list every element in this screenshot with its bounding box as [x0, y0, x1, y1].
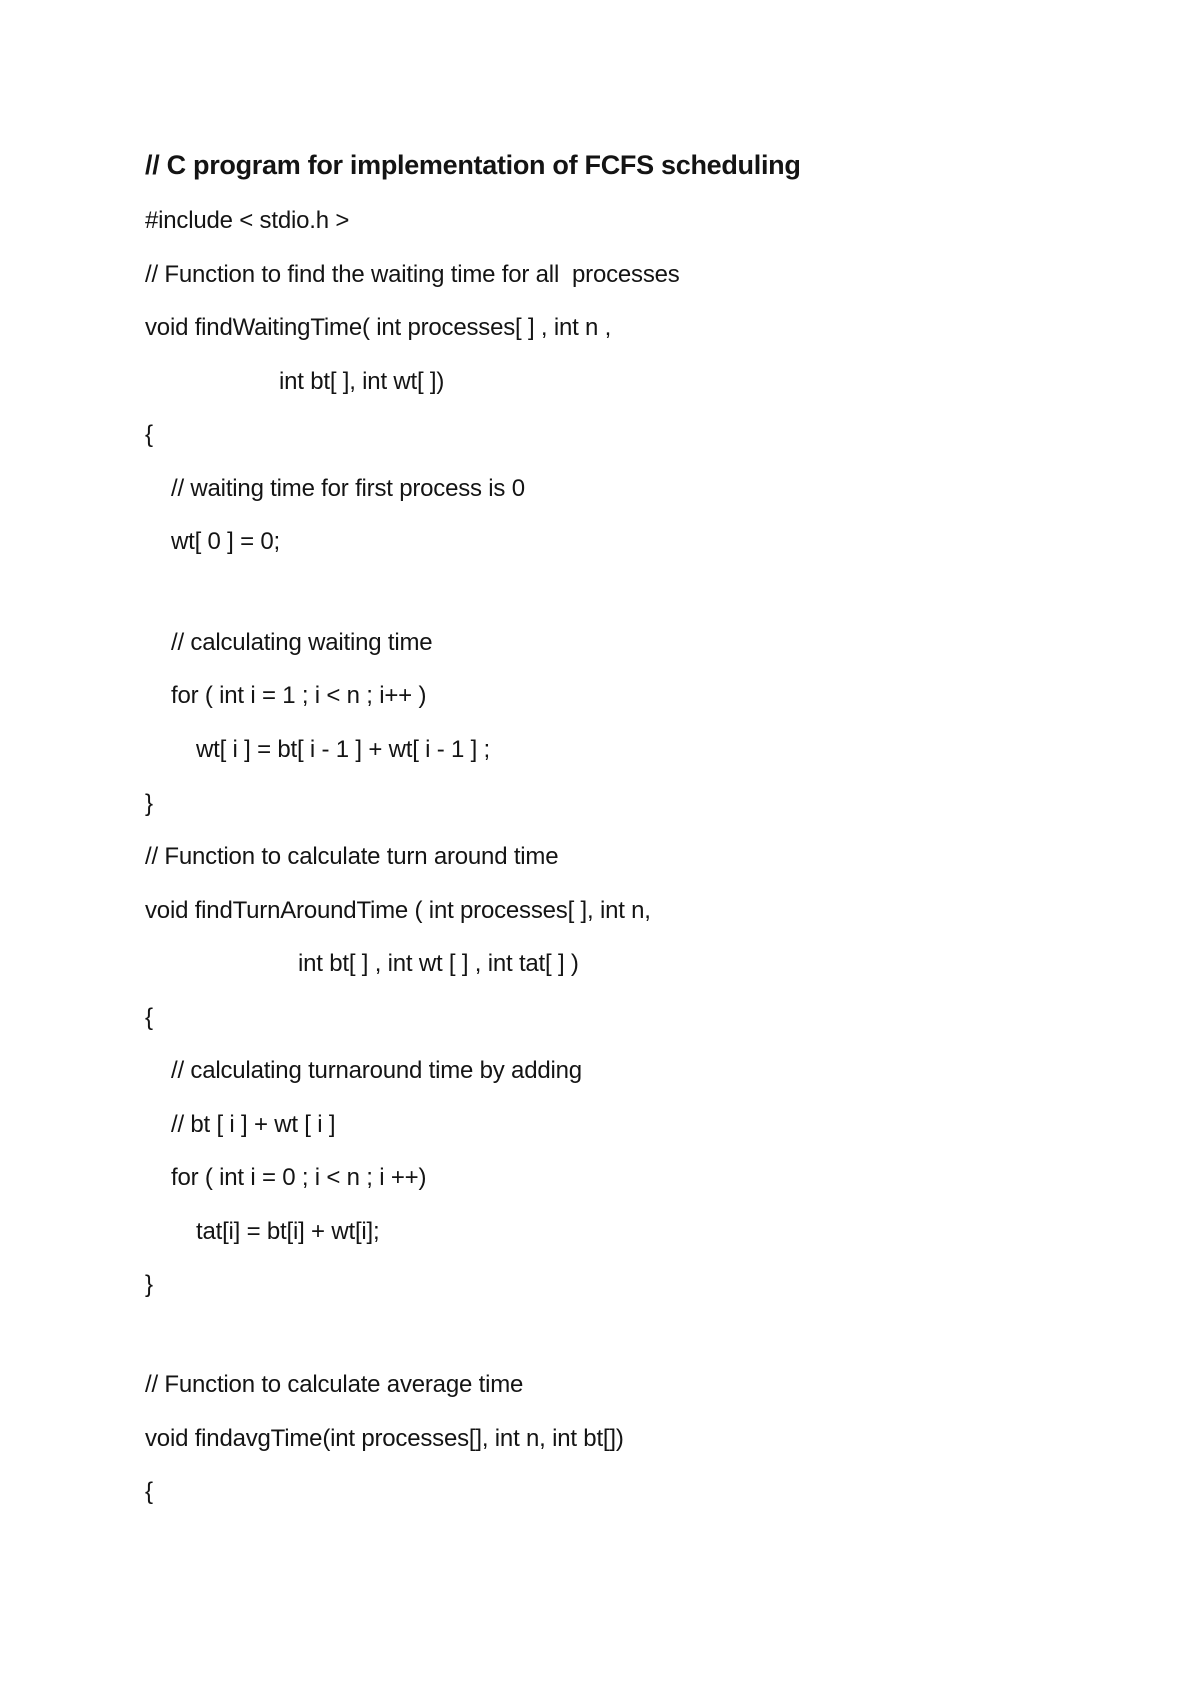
function-signature-line: void findTurnAroundTime ( int processes[ ], int n,: [145, 897, 651, 924]
code-line: wt[ i ] = bt[ i - 1 ] + wt[ i - 1 ] ;: [196, 736, 491, 763]
function-signature-line: void findWaitingTime( int processes[ ] , int n ,: [145, 314, 612, 341]
close-brace-line: }: [145, 790, 153, 817]
function-signature-continuation: int bt[ ] , int wt [ ] , int tat[ ] ): [298, 950, 579, 977]
comment-line: // bt [ i ] + wt [ i ]: [171, 1111, 336, 1138]
open-brace-line: {: [145, 421, 153, 448]
include-line: #include < stdio.h >: [145, 207, 350, 234]
code-line: tat[i] = bt[i] + wt[i];: [196, 1218, 380, 1245]
comment-line: // calculating waiting time: [171, 629, 433, 656]
comment-line: // calculating turnaround time by adding: [171, 1057, 582, 1084]
comment-line: // waiting time for first process is 0: [171, 475, 525, 502]
code-line: wt[ 0 ] = 0;: [171, 528, 280, 555]
for-loop-line: for ( int i = 1 ; i < n ; i++ ): [171, 682, 427, 709]
open-brace-line: {: [145, 1478, 153, 1505]
comment-line: // Function to calculate turn around time: [145, 843, 559, 870]
comment-line: // Function to find the waiting time for all processes: [145, 261, 680, 288]
comment-line: // Function to calculate average time: [145, 1371, 524, 1398]
close-brace-line: }: [145, 1271, 153, 1298]
function-signature-line: void findavgTime(int processes[], int n, int bt[]): [145, 1425, 624, 1452]
document-title: // C program for implementation of FCFS scheduling: [145, 150, 801, 180]
open-brace-line: {: [145, 1004, 153, 1031]
for-loop-line: for ( int i = 0 ; i < n ; i ++): [171, 1164, 427, 1191]
function-signature-continuation: int bt[ ], int wt[ ]): [279, 368, 445, 395]
